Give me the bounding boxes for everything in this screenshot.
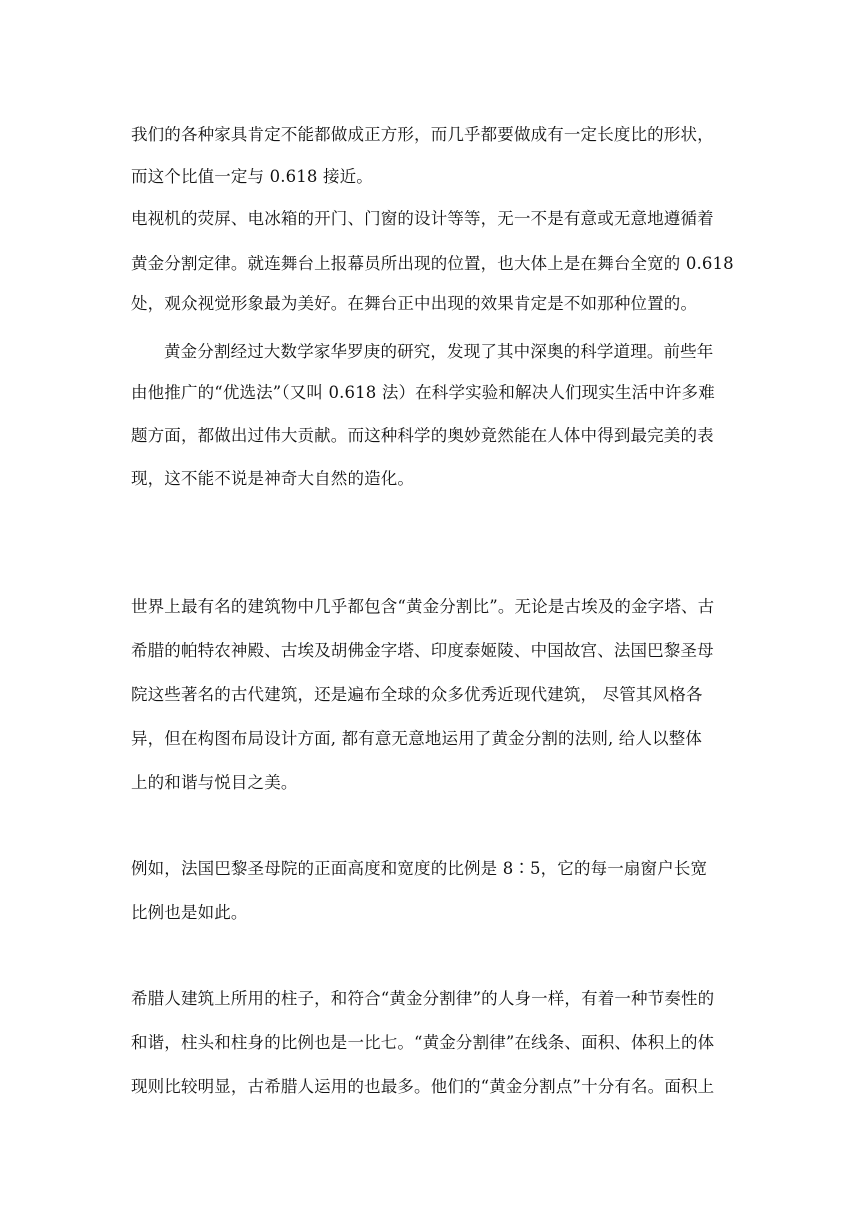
paragraph-5-line-2: 比例也是如此。	[131, 903, 248, 922]
paragraph-2-line-2: 黄金分割定律。就连舞台上报幕员所出现的位置，也大体上是在舞台全宽的 0.618	[131, 254, 734, 273]
paragraph-6-line-3: 现则比较明显，古希腊人运用的也最多。他们的“黄金分割点”十分有名。面积上	[131, 1077, 715, 1096]
paragraph-5-line-1: 例如，法国巴黎圣母院的正面高度和宽度的比例是 8∶5，它的每一扇窗户长宽	[131, 859, 708, 878]
paragraph-3-line-4: 现，这不能不说是神奇大自然的造化。	[131, 469, 415, 488]
paragraph-1-line-1: 我们的各种家具肯定不能都做成正方形，而几乎都要做成有一定长度比的形状，	[131, 125, 714, 144]
paragraph-2-line-3: 处，观众视觉形象最为美好。在舞台正中出现的效果肯定是不如那种位置的。	[131, 294, 698, 313]
paragraph-4-line-4: 异，但在构图布局设计方面, 都有意无意地运用了黄金分割的法则, 给人以整体	[131, 729, 703, 748]
paragraph-4-line-2: 希腊的帕特农神殿、古埃及胡佛金字塔、印度泰姬陵、中国故宫、法国巴黎圣母	[131, 641, 714, 660]
paragraph-2-line-1: 电视机的荧屏、电冰箱的开门、门窗的设计等等，无一不是有意或无意地遵循着	[131, 209, 714, 228]
paragraph-6-line-2: 和谐，柱头和柱身的比例也是一比七。“黄金分割律”在线条、面积、体积上的体	[131, 1033, 715, 1052]
paragraph-4-line-5: 上的和谐与悦目之美。	[131, 773, 298, 792]
paragraph-3-line-3: 题方面，都做出过伟大贡献。而这种科学的奥妙竟然能在人体中得到最完美的表	[131, 426, 714, 445]
paragraph-4-line-3: 院这些著名的古代建筑，还是遍布全球的众多优秀近现代建筑， 尽管其风格各	[131, 685, 703, 704]
paragraph-6-line-1: 希腊人建筑上所用的柱子，和符合“黄金分割律”的人身一样，有着一种节奏性的	[131, 989, 715, 1008]
paragraph-3-line-1: 黄金分割经过大数学家华罗庚的研究，发现了其中深奥的科学道理。前些年	[164, 342, 714, 361]
paragraph-3-line-2: 由他推广的“优选法”（又叫 0.618 法）在科学实验和解决人们现实生活中许多难	[131, 383, 715, 402]
paragraph-1-line-2: 而这个比值一定与 0.618 接近。	[131, 167, 373, 186]
paragraph-4-line-1: 世界上最有名的建筑物中几乎都包含“黄金分割比”。无论是古埃及的金字塔、古	[131, 597, 715, 616]
